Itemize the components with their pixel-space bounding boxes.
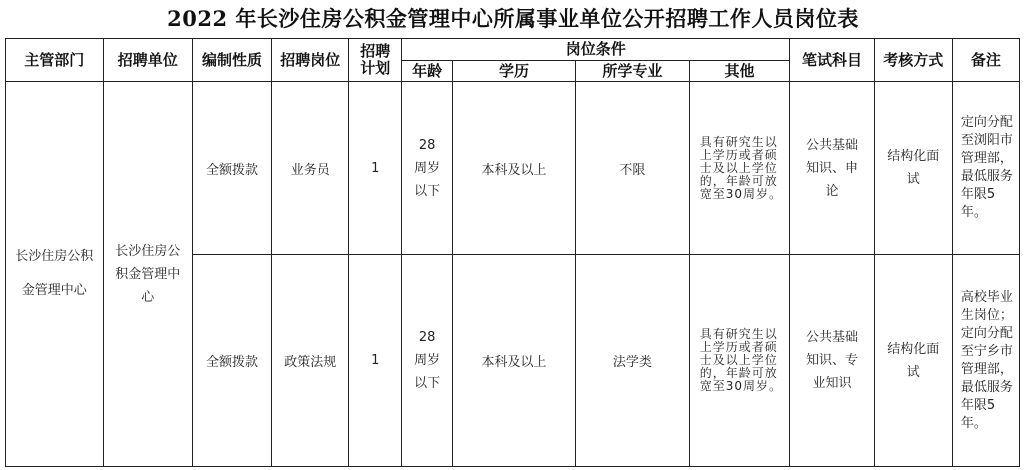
exam-text: 公共基础知识、申论: [805, 137, 858, 199]
assessment-cell: [874, 255, 952, 467]
age-cell: [402, 82, 453, 255]
table-row: [6, 82, 1020, 255]
header-other: 其他: [689, 61, 790, 82]
unit-cell: [103, 82, 192, 467]
age-text: 28周岁以下: [414, 137, 441, 199]
header-plan: [349, 39, 402, 82]
age-cell: [402, 255, 453, 467]
position-cell: 业务员: [272, 82, 349, 255]
header-dept: 主管部门: [6, 39, 104, 82]
header-type: 编制性质: [192, 39, 271, 82]
header-unit: 招聘单位: [103, 39, 192, 82]
plan-cell: 1: [349, 255, 402, 467]
type-cell: 全额拨款: [192, 255, 271, 467]
header-conditions: 岗位条件: [402, 39, 790, 61]
header-major: 所学专业: [575, 61, 689, 82]
assessment-text: 结构化面试: [887, 341, 940, 380]
remark-cell: 定向分配至浏阳市管理部，最低服务年限5年。: [952, 82, 1019, 255]
recruitment-table: [5, 38, 1020, 467]
education-cell: 本科及以上: [453, 82, 576, 255]
dept-text: 长沙住房公积金管理中心: [15, 249, 94, 299]
header-remark: 备注: [952, 39, 1019, 82]
header-row-1: [6, 39, 1020, 61]
page-title: 2022 年长沙住房公积金管理中心所属事业单位公开招聘工作人员岗位表: [167, 6, 859, 31]
assessment-cell: [874, 82, 952, 255]
age-text: 28周岁以下: [414, 330, 441, 392]
header-education: 学历: [453, 61, 576, 82]
major-cell: 不限: [575, 82, 689, 255]
type-cell: 全额拨款: [192, 82, 271, 255]
header-assessment: 考核方式: [874, 39, 952, 82]
dept-cell: [6, 82, 104, 467]
assessment-text: 结构化面试: [887, 149, 940, 188]
exam-cell: [790, 255, 874, 467]
remark-cell: 高校毕业生岗位；定向分配至宁乡市管理部，最低服务年限5年。: [952, 255, 1019, 467]
exam-cell: [790, 82, 874, 255]
header-exam: 笔试科目: [790, 39, 874, 82]
header-position: 招聘岗位: [272, 39, 349, 82]
header-age: 年龄: [402, 61, 453, 82]
header-plan-label: 招聘计划: [360, 42, 391, 78]
other-cell: 具有研究生以上学历或者硕士及以上学位的，年龄可放宽至30周岁。: [689, 255, 790, 467]
position-cell: 政策法规: [272, 255, 349, 467]
major-cell: 法学类: [575, 255, 689, 467]
exam-text: 公共基础知识、专业知识: [805, 330, 858, 392]
unit-text: 长沙住房公积金管理中心: [115, 243, 181, 305]
other-cell: 具有研究生以上学历或者硕士及以上学位的，年龄可放宽至30周岁。: [689, 82, 790, 255]
education-cell: 本科及以上: [453, 255, 576, 467]
plan-cell: 1: [349, 82, 402, 255]
